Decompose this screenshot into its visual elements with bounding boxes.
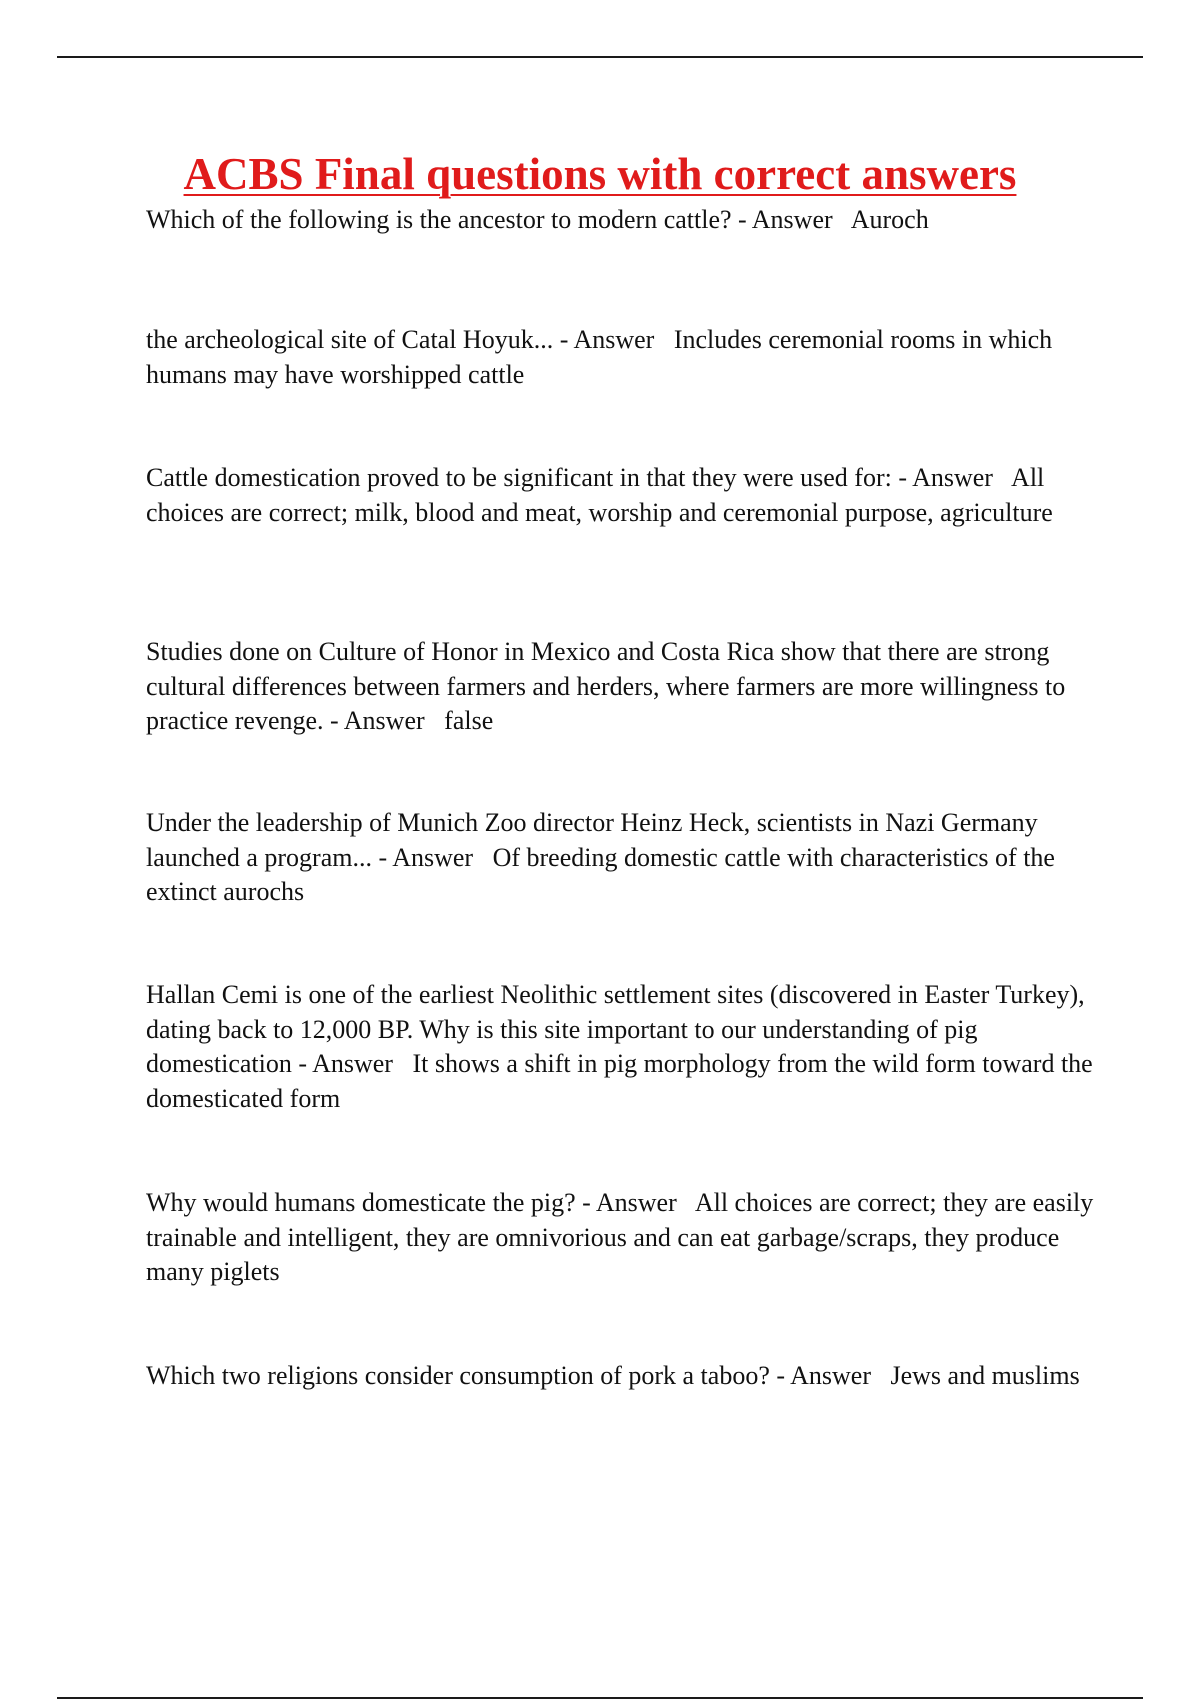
- question-text: Under the leadership of Munich Zoo director Heinz Heck, scientists in Nazi Germany launched a program...: [146, 808, 1038, 872]
- qa-item-5: [146, 806, 1096, 910]
- question-text: Which two religions consider consumption of pork a taboo?: [146, 1361, 770, 1390]
- answer-label: Answer: [392, 842, 474, 872]
- answer-text: Auroch: [850, 205, 929, 234]
- answer-label: Answer: [573, 325, 655, 354]
- document-title: [0, 146, 1200, 202]
- question-text: Which of the following is the ancestor to modern cattle?: [146, 205, 732, 234]
- answer-label: Answer: [312, 1049, 393, 1078]
- answer-text: All choices are correct; they are easily trainable and intelligent, they are omnivorious and can eat garbage/scraps, they produce many piglets: [146, 1188, 1094, 1286]
- answer-label: Answer: [343, 706, 425, 735]
- answer-text: Includes ceremonial rooms in which humans may have worshipped cattle: [146, 325, 1053, 389]
- answer-label: Answer: [751, 205, 833, 234]
- qa-item-1: [146, 203, 1096, 238]
- question-text: the archeological site of Catal Hoyuk...: [146, 325, 554, 354]
- qa-item-3: [146, 461, 1096, 530]
- separator: -: [731, 205, 752, 234]
- qa-item-2: [146, 323, 1096, 392]
- question-text: Why would humans domesticate the pig?: [146, 1188, 576, 1217]
- answer-text: All choices are correct; milk, blood and meat, worship and ceremonial purpose, agriculture: [146, 463, 1053, 527]
- question-text: Hallan Cemi is one of the earliest Neolithic settlement sites (discovered in Easter Turkey), dating back to 12,000 BP. Why is this site important to our understanding of pig domestication: [146, 980, 1085, 1078]
- answer-text: It shows a shift in pig morphology from the wild form toward the domesticated form: [146, 1049, 1093, 1113]
- separator: -: [291, 1049, 313, 1078]
- separator: -: [575, 1188, 596, 1217]
- separator: -: [371, 842, 393, 872]
- answer-text: false: [444, 706, 494, 735]
- separator: -: [769, 1361, 791, 1390]
- footer-rule: [57, 1697, 1143, 1699]
- qa-item-7: [146, 1186, 1096, 1290]
- qa-item-8: [146, 1359, 1096, 1394]
- document-title-text: ACBS Final questions with correct answers: [183, 149, 1017, 199]
- qa-item-6: [146, 978, 1096, 1116]
- separator: -: [891, 463, 913, 492]
- header-rule: [57, 56, 1143, 58]
- answer-text: Of breeding domestic cattle with characteristics of the extinct aurochs: [146, 842, 1055, 906]
- answer-label: Answer: [912, 463, 993, 492]
- qa-item-4: [146, 635, 1096, 739]
- question-text: Cattle domestication proved to be significant in that they were used for:: [146, 463, 892, 492]
- answer-label: Answer: [595, 1188, 677, 1217]
- answer-label: Answer: [790, 1361, 871, 1390]
- answer-text: Jews and muslims: [890, 1361, 1080, 1390]
- separator: -: [553, 325, 574, 354]
- question-text: Studies done on Culture of Honor in Mexico and Costa Rica show that there are strong cultural differences between farmers and herders, where farmers are more willingness to practice revenge.: [146, 637, 1066, 735]
- separator: -: [323, 706, 344, 735]
